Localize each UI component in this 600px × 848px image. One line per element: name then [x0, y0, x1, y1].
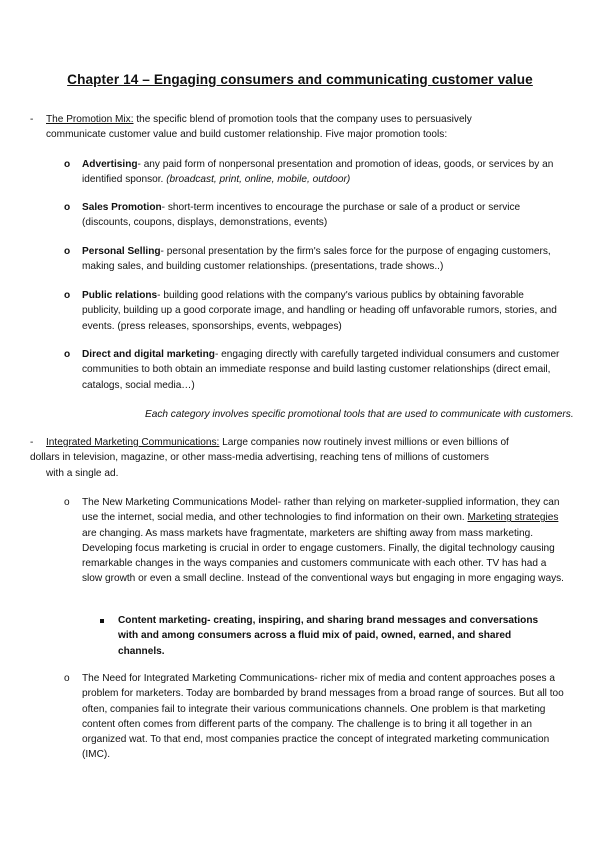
bullet-marker: o — [64, 497, 70, 508]
promotion-mix-intro-line2: communicate customer value and build customer relationship. Five major promotion tools: — [46, 129, 448, 141]
tool-description: - building good relations with the company's various publics by obtaining favorable publicity, building up a good corporate image, and handling or heading off unfavorable rumors, stories, and events. (press releases, sponsorships, events, webpages) — [82, 290, 557, 332]
need-imc-text: The Need for Integrated Marketing Communications- richer mix of media and content approaches poses a problem for marketers. Today are bombarded by brand messages from a broad range of sources. But all too often, companies fail to integrate their various communications channels. One problem is that marketing content often comes from different parts of the company. The challenge is to bring it all together in an organized wat. To that end, most companies practice the concept of integrated marketing communication (IMC). — [82, 673, 564, 761]
list-item-personal-selling — [64, 244, 564, 275]
imc-intro-line2: dollars in television, magazine, or other mass-media advertising, reaching tens of millions of customers — [30, 452, 489, 464]
list-item-sales-promotion — [64, 200, 564, 231]
tool-description: - any paid form of nonpersonal presentation and promotion of ideas, goods, or services by an identified sponsor. — [82, 159, 554, 186]
bullet-marker: o — [64, 159, 71, 170]
new-model-text-part2: are changing. As mass markets have fragmentate, marketers are shifting away from mass marketing. Developing focus marketing is crucial in order to engage customers. Finally, the digital technology causing remarkable changes in the ways companies and customers communicate with each other. TV has had a slow growth or even a small decline. Instead of the conventional ways but engaging in more engaging ways. — [82, 527, 564, 585]
page-title: Chapter 14 – Engaging consumers and communicating customer value — [67, 72, 533, 87]
content-marketing-text: Content marketing- creating, inspiring, and sharing brand messages and conversations with and among consumers across a fluid mix of paid, owned, earned, and shared channels. — [118, 615, 539, 657]
section-heading-promotion-mix: The Promotion Mix: — [46, 114, 134, 125]
tool-description: - engaging directly with carefully targeted individual consumers and customer communities to both obtain an immediate response and build lasting customer relationships (direct email, catalogs, social media…) — [82, 349, 560, 391]
square-bullet-icon — [100, 619, 104, 623]
bullet-marker: o — [64, 349, 71, 360]
bullet-marker: o — [64, 673, 70, 684]
list-item-advertising — [64, 157, 564, 188]
bullet-marker: o — [64, 246, 71, 257]
list-item-need-imc — [64, 671, 564, 763]
list-item-new-model — [64, 495, 564, 587]
bullet-marker: o — [64, 290, 71, 301]
imc-intro-line1: Large companies now routinely invest millions or even billions of — [219, 437, 509, 448]
section-promotion-mix — [30, 112, 575, 143]
imc-intro-line3: with a single ad. — [46, 467, 119, 479]
section-imc — [30, 435, 575, 481]
section-heading-imc: Integrated Marketing Communications: — [46, 437, 220, 448]
marketing-strategies-link[interactable]: Marketing strategies — [467, 512, 559, 524]
promotion-mix-intro-line1: the specific blend of promotion tools that the company uses to persuasively — [133, 114, 472, 125]
tool-description: - personal presentation by the firm's sales force for the purpose of engaging customers, making sales, and building customer relationships. (presentations, trade shows..) — [82, 246, 551, 273]
tool-examples: (broadcast, print, online, mobile, outdoor) — [166, 174, 351, 186]
tool-description: - short-term incentives to encourage the purchase or sale of a product or service (discounts, coupons, displays, demonstrations, events) — [82, 202, 521, 229]
tool-name: Direct and digital marketing — [82, 349, 215, 360]
tool-name: Personal Selling — [82, 246, 161, 257]
tool-name: Advertising — [82, 159, 138, 170]
dash-marker: - — [30, 114, 34, 125]
promotion-note: Each category involves specific promotional tools that are used to communicate with customers. — [145, 409, 574, 420]
tool-name: Sales Promotion — [82, 202, 162, 213]
tool-name: Public relations — [82, 290, 158, 301]
new-model-text-part1: The New Marketing Communications Model- rather than relying on marketer-supplied information, they can use the internet, social media, and other technologies to find information on their own. — [82, 497, 560, 524]
bullet-marker: o — [64, 202, 71, 213]
list-item-content-marketing — [100, 613, 548, 659]
list-item-public-relations — [64, 288, 564, 334]
dash-marker: - — [30, 437, 34, 448]
list-item-direct-digital-marketing — [64, 347, 564, 393]
